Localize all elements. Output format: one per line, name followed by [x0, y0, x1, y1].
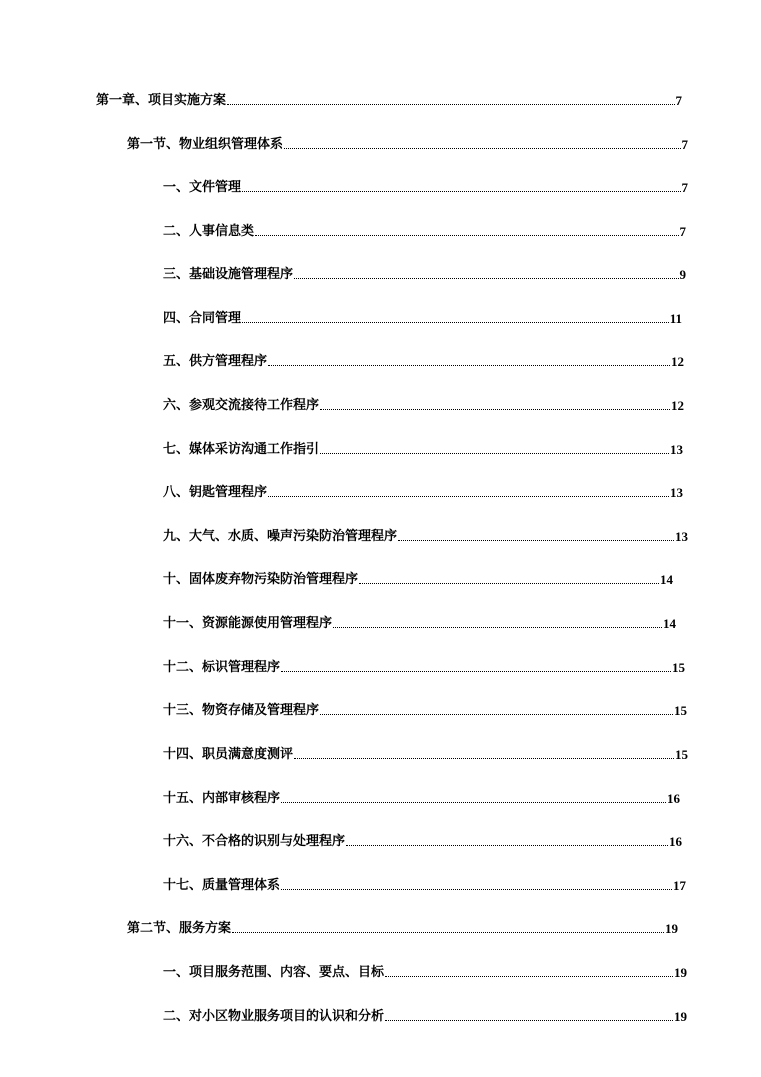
toc-entry-page: 11 [669, 311, 682, 326]
toc-entry[interactable] [163, 965, 687, 981]
toc-entry-label: 十七、质量管理体系 [163, 878, 281, 893]
toc-entry[interactable] [163, 354, 684, 370]
toc-entry-label: 七、媒体采访沟通工作指引 [163, 442, 320, 457]
dot-leader [294, 278, 678, 279]
toc-entry-label: 二、对小区物业服务项目的认识和分析 [163, 1009, 385, 1024]
toc-entry-page: 7 [679, 224, 686, 239]
toc-entry[interactable] [96, 93, 682, 109]
dot-leader [281, 889, 672, 890]
dot-leader [268, 365, 670, 366]
toc-entry[interactable] [163, 442, 683, 458]
toc-entry[interactable] [163, 834, 682, 850]
toc-entry-page: 13 [670, 485, 683, 500]
dot-leader [281, 671, 671, 672]
toc-entry-page: 7 [681, 180, 688, 195]
toc-entry-label: 六、参观交流接待工作程序 [163, 398, 320, 413]
toc-entry-page: 12 [671, 398, 684, 413]
toc-entry-label: 十二、标识管理程序 [163, 660, 281, 675]
toc-entry-label: 二、人事信息类 [163, 224, 255, 239]
toc-entry-page: 16 [667, 791, 680, 806]
toc-entry[interactable] [163, 616, 676, 632]
toc-entry[interactable] [163, 180, 688, 196]
toc-entry[interactable] [163, 311, 682, 327]
toc-entry-label: 八、钥匙管理程序 [163, 485, 268, 500]
toc-entry-page: 19 [674, 965, 687, 980]
toc-entry[interactable] [163, 878, 686, 894]
dot-leader [268, 496, 669, 497]
toc-entry[interactable] [163, 791, 680, 807]
dot-leader [385, 1020, 673, 1021]
dot-leader [242, 322, 669, 323]
toc-entry-label: 四、合同管理 [163, 311, 242, 326]
toc-entry-page: 15 [674, 703, 687, 718]
toc-entry-page: 19 [665, 921, 678, 936]
dot-leader [359, 583, 659, 584]
toc-entry[interactable] [163, 224, 686, 240]
dot-leader [385, 976, 673, 977]
dot-leader [281, 802, 666, 803]
toc-entry-page: 15 [675, 747, 688, 762]
toc-entry[interactable] [163, 398, 684, 414]
toc-entry-label: 十一、资源能源使用管理程序 [163, 616, 333, 631]
dot-leader [320, 409, 670, 410]
toc-entry-label: 五、供方管理程序 [163, 354, 268, 369]
toc-entry-label: 一、文件管理 [163, 180, 242, 195]
dot-leader [398, 540, 674, 541]
dot-leader [227, 104, 674, 105]
dot-leader [242, 191, 680, 192]
toc-entry-page: 16 [669, 834, 682, 849]
dot-leader [346, 845, 668, 846]
toc-entry-page: 9 [679, 267, 686, 282]
toc-entry-label: 第二节、服务方案 [127, 921, 232, 936]
toc-entry[interactable] [163, 703, 687, 719]
toc-entry[interactable] [127, 137, 688, 153]
toc-entry-label: 十四、职员满意度测评 [163, 747, 294, 762]
toc-entry-label: 第一节、物业组织管理体系 [127, 137, 284, 152]
dot-leader [284, 148, 680, 149]
toc-entry-page: 15 [672, 660, 685, 675]
toc-entry[interactable] [163, 747, 688, 763]
toc-entry[interactable] [163, 485, 683, 501]
toc-entry[interactable] [163, 660, 685, 676]
toc-entry-label: 三、基础设施管理程序 [163, 267, 294, 282]
toc-entry[interactable] [163, 1009, 687, 1025]
toc-entry-label: 十五、内部审核程序 [163, 791, 281, 806]
toc-entry-page: 19 [674, 1009, 687, 1024]
toc-entry-label: 第一章、项目实施方案 [96, 93, 227, 108]
dot-leader [294, 758, 674, 759]
toc-entry-page: 14 [660, 572, 673, 587]
toc-entry-label: 十、固体废弃物污染防治管理程序 [163, 572, 359, 587]
toc-entry-page: 13 [675, 529, 688, 544]
dot-leader [320, 453, 669, 454]
toc-entry-label: 十三、物资存储及管理程序 [163, 703, 320, 718]
toc-entry-page: 7 [681, 137, 688, 152]
dot-leader [255, 235, 678, 236]
toc-entry-page: 12 [671, 354, 684, 369]
dot-leader [333, 627, 662, 628]
dot-leader [232, 932, 664, 933]
toc-entry-page: 13 [670, 442, 683, 457]
toc-entry[interactable] [127, 921, 678, 937]
toc-entry-page: 7 [675, 93, 682, 108]
dot-leader [320, 714, 673, 715]
toc-entry[interactable] [163, 529, 688, 545]
toc-entry-page: 17 [673, 878, 686, 893]
toc-entry-page: 14 [663, 616, 676, 631]
toc-entry-label: 十六、不合格的识别与处理程序 [163, 834, 346, 849]
toc-entry-label: 九、大气、水质、噪声污染防治管理程序 [163, 529, 398, 544]
toc-entry-label: 一、项目服务范围、内容、要点、目标 [163, 965, 385, 980]
toc-entry[interactable] [163, 572, 673, 588]
toc-entry[interactable] [163, 267, 686, 283]
